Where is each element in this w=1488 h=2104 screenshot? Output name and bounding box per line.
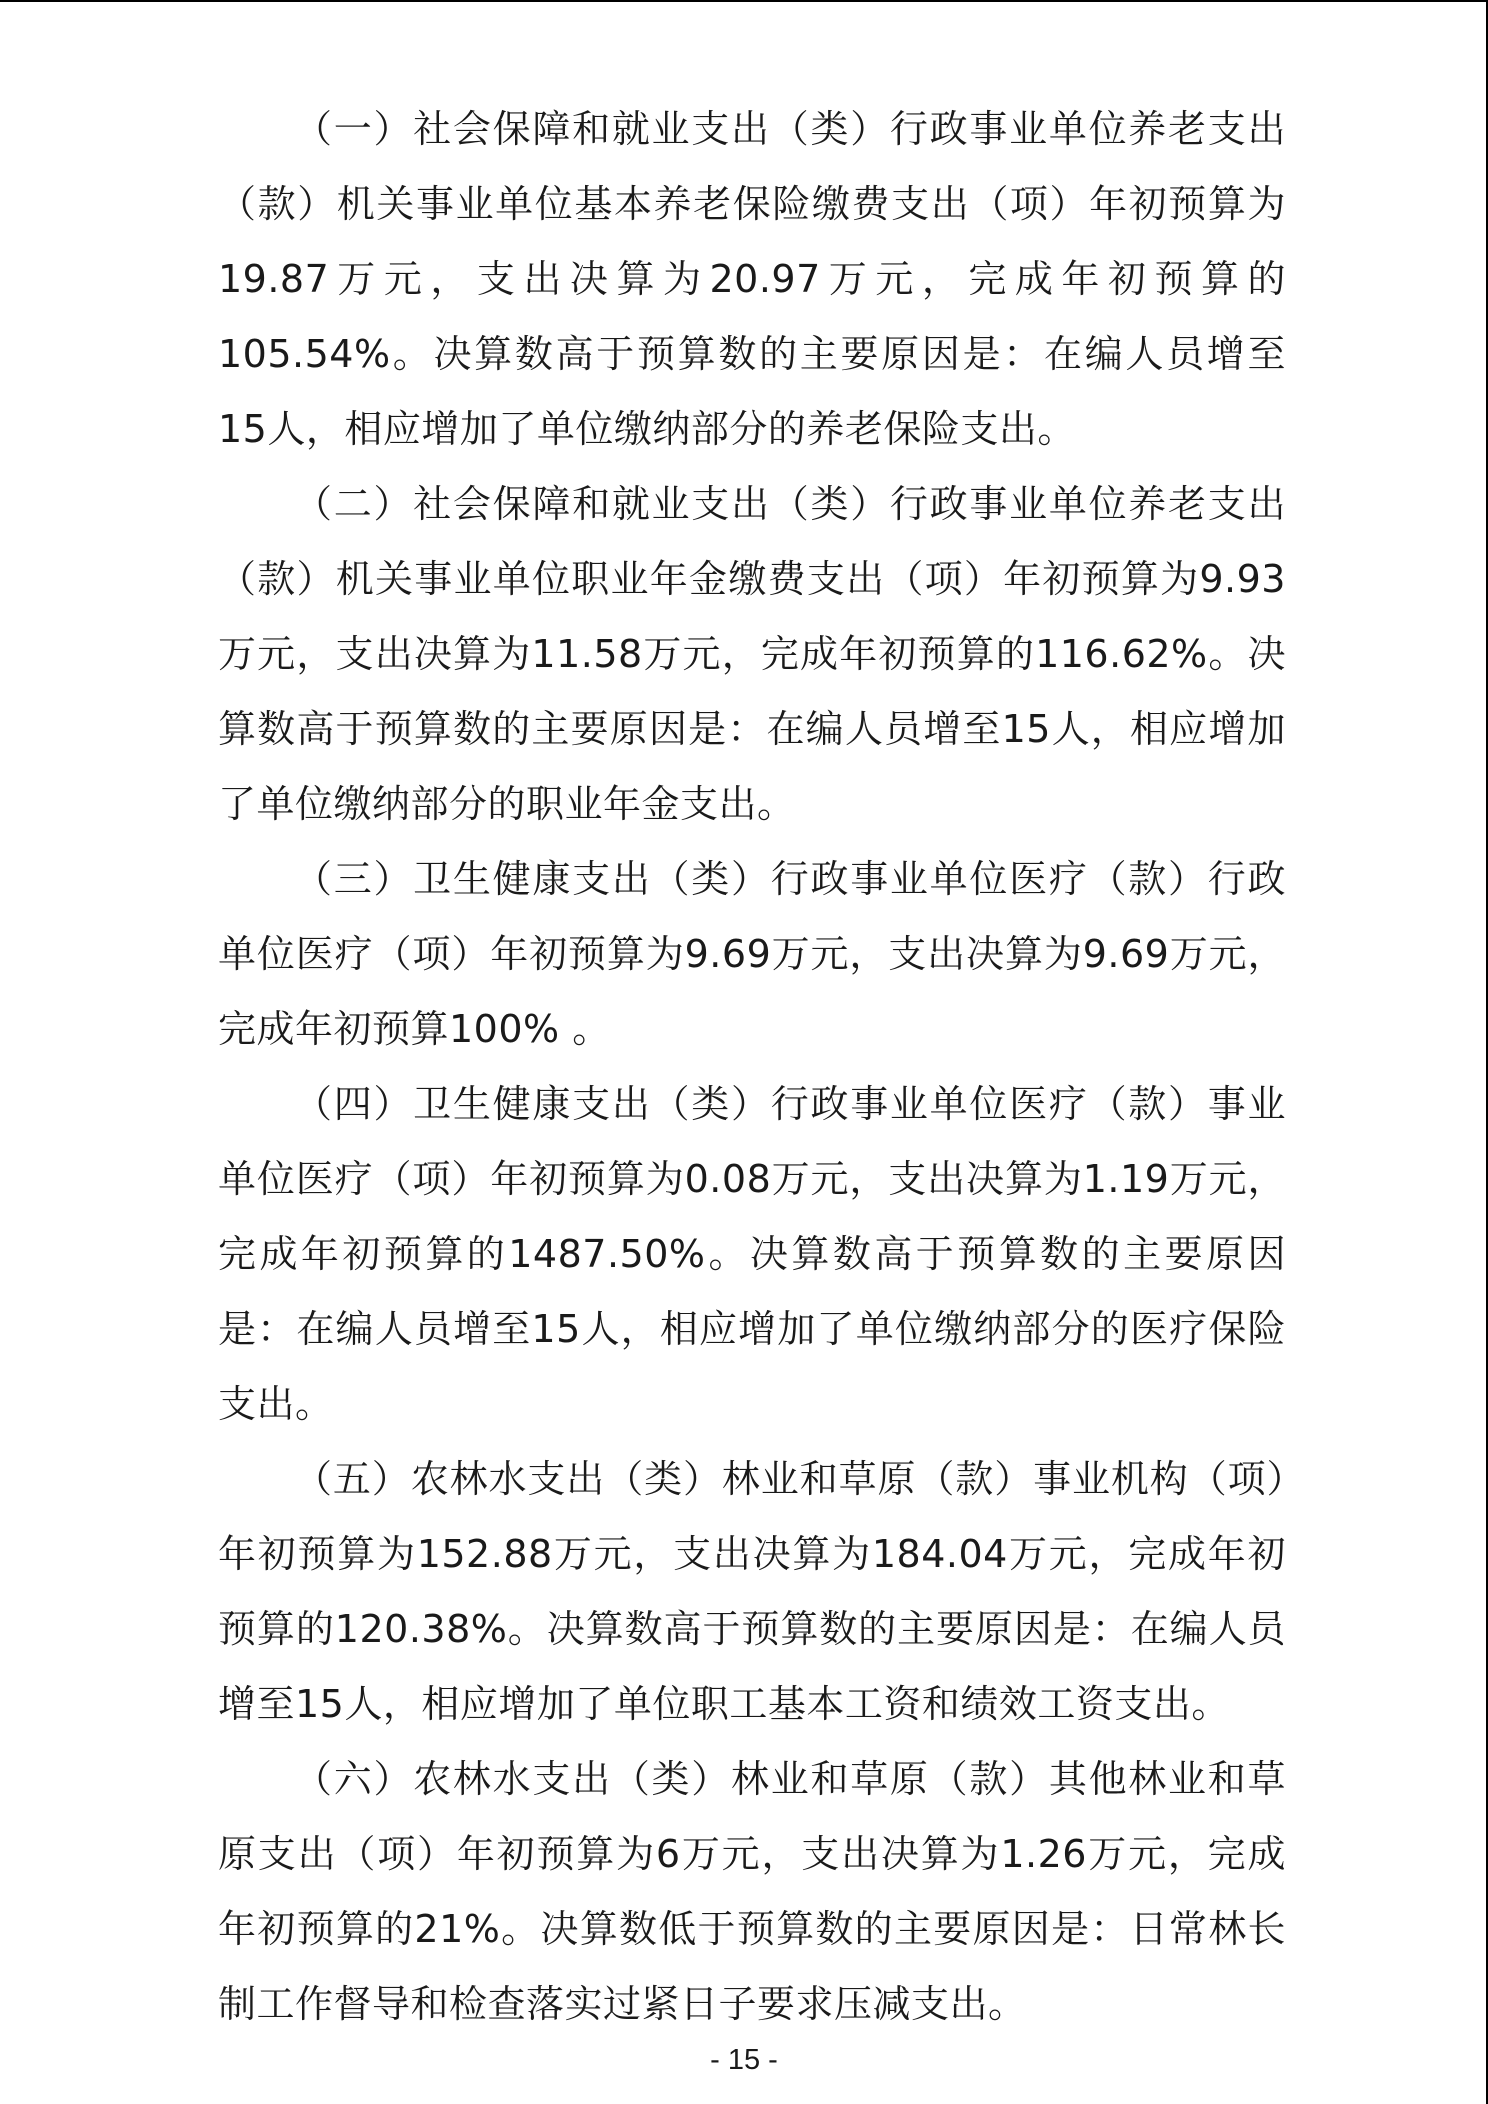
paragraph-administrative-medical: （三）卫生健康支出（类）行政事业单位医疗（款）行政单位医疗（项）年初预算为9.69万元，支出决算为9.69万元，完成年初预算100% 。 — [218, 857, 1286, 1051]
paragraph-forestry-other: （六）农林水支出（类）林业和草原（款）其他林业和草原支出（项）年初预算为6万元，支出决算为1.26万元，完成年初预算的21%。决算数低于预算数的主要原因是：日常林长制工作督导和检查落实过紧日子要求压减支出。 — [218, 1757, 1286, 2026]
paragraph-forestry-institutions: （五）农林水支出（类）林业和草原（款）事业机构（项）年初预算为152.88万元，支出决算为184.04万元，完成年初预算的120.38%。决算数高于预算数的主要原因是：在编人员增至15人，相应增加了单位职工基本工资和绩效工资支出。 — [218, 1457, 1286, 1726]
paragraph-institution-medical: （四）卫生健康支出（类）行政事业单位医疗（款）事业单位医疗（项）年初预算为0.08万元，支出决算为1.19万元，完成年初预算的1487.50%。决算数高于预算数的主要原因是：在编人员增至15人，相应增加了单位缴纳部分的医疗保险支出。 — [218, 1082, 1286, 1426]
paragraph-social-security-pension: （一）社会保障和就业支出（类）行政事业单位养老支出（款）机关事业单位基本养老保险缴费支出（项）年初预算为19.87万元，支出决算为20.97万元，完成年初预算的105.54%。决算数高于预算数的主要原因是：在编人员增至15人，相应增加了单位缴纳部分的养老保险支出。 — [218, 107, 1286, 451]
top-border — [0, 0, 1488, 2]
page-number: - 15 - — [710, 2044, 778, 2076]
document-body — [218, 92, 1286, 2042]
paragraph-occupational-annuity: （二）社会保障和就业支出（类）行政事业单位养老支出（款）机关事业单位职业年金缴费支出（项）年初预算为9.93万元，支出决算为11.58万元，完成年初预算的116.62%。决算数高于预算数的主要原因是：在编人员增至15人，相应增加了单位缴纳部分的职业年金支出。 — [218, 482, 1286, 826]
